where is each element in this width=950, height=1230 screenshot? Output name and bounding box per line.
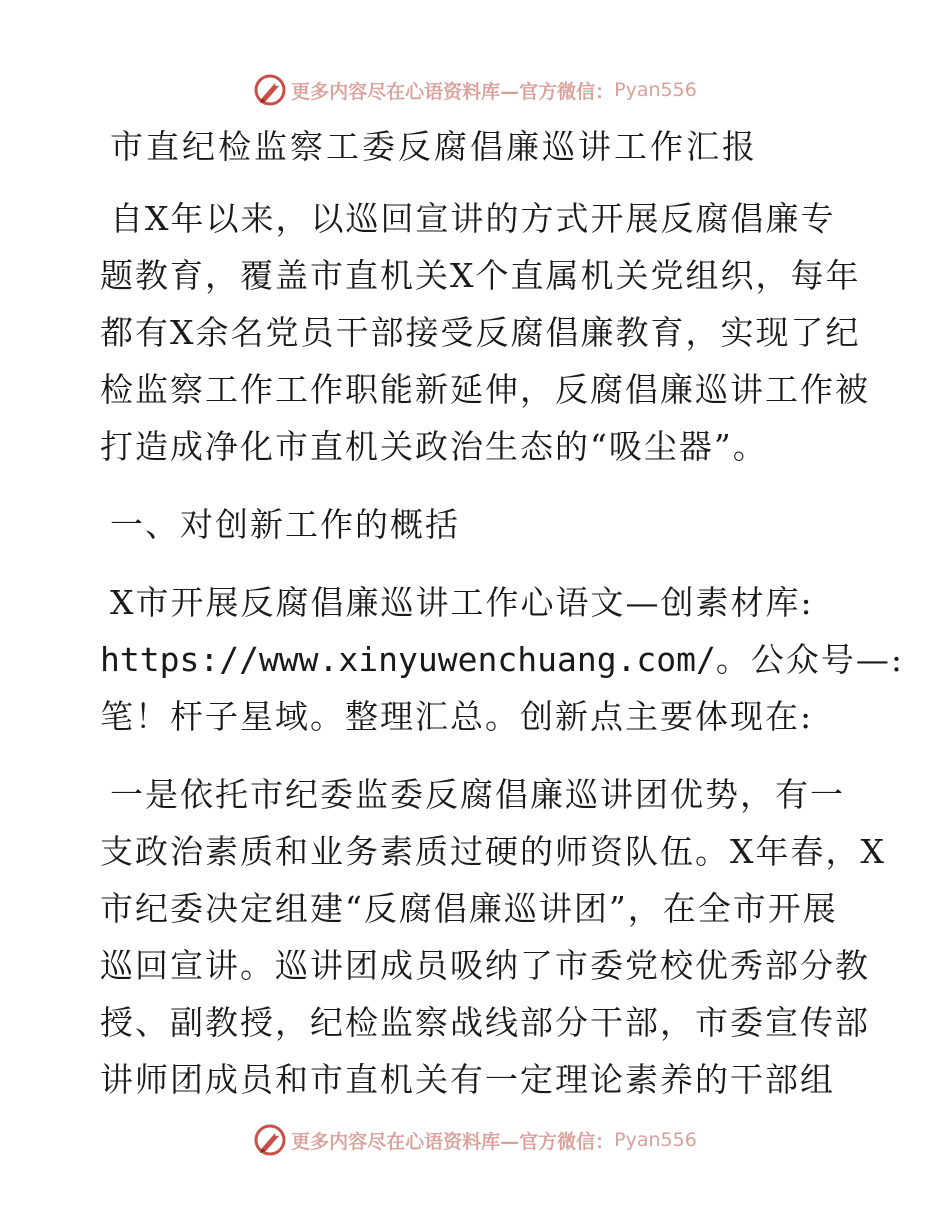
section-heading: 一、对创新工作的概括	[110, 505, 460, 544]
point-line-5: 授、副教授，纪检监察战线部分干部，市委宣传部	[100, 1003, 870, 1042]
intro-line-2: 题教育，覆盖市直机关X个直属机关党组织，每年	[100, 256, 861, 295]
watermark-text: 更多内容尽在心语资料库—官方微信：	[291, 80, 615, 103]
intro-line-4: 检监察工作工作职能新延伸，反腐倡廉巡讲工作被	[100, 370, 870, 409]
point-line-1: 一是依托市纪委监委反腐倡廉巡讲团优势，有一	[110, 775, 845, 814]
section-line-1: X市开展反腐倡廉巡讲工作心语文—创素材库:	[110, 583, 814, 622]
intro-line-3: 都有X余名党员干部接受反腐倡廉教育，实现了纪	[100, 313, 861, 352]
section-line-2	[100, 635, 904, 685]
intro-line-5: 打造成净化市直机关政治生态的“吸尘器”。	[100, 427, 768, 466]
watermark-text: 更多内容尽在心语资料库—官方微信：	[291, 1130, 615, 1153]
document-title: 市直纪检监察工委反腐倡廉巡讲工作汇报	[110, 127, 758, 166]
section-line-3: 笔！杆子星域。整理汇总。创新点主要体现在:	[100, 697, 814, 736]
point-line-4: 巡回宣讲。巡讲团成员吸纳了市委党校优秀部分教	[100, 946, 870, 985]
footer-watermark	[0, 1120, 950, 1160]
source-url: https://www.xinyuwenchuang.com/	[100, 640, 716, 679]
intro-line-1: 自X年以来，以巡回宣讲的方式开展反腐倡廉专	[110, 199, 836, 238]
pen-logo-icon	[253, 73, 287, 107]
pen-logo-icon	[253, 1123, 287, 1157]
point-line-3: 市纪委决定组建“反腐倡廉巡讲团”，在全市开展	[100, 889, 838, 928]
point-line-2: 支政治素质和业务素质过硬的师资队伍。X年春，X	[100, 832, 886, 871]
watermark-wechat-id: Pyan556	[614, 1129, 697, 1151]
watermark-wechat-id: Pyan556	[614, 79, 697, 101]
section-line-2-suffix: 。公众号—:	[715, 640, 905, 679]
point-line-6: 讲师团成员和市直机关有一定理论素养的干部组	[100, 1060, 835, 1099]
header-watermark	[0, 70, 950, 110]
